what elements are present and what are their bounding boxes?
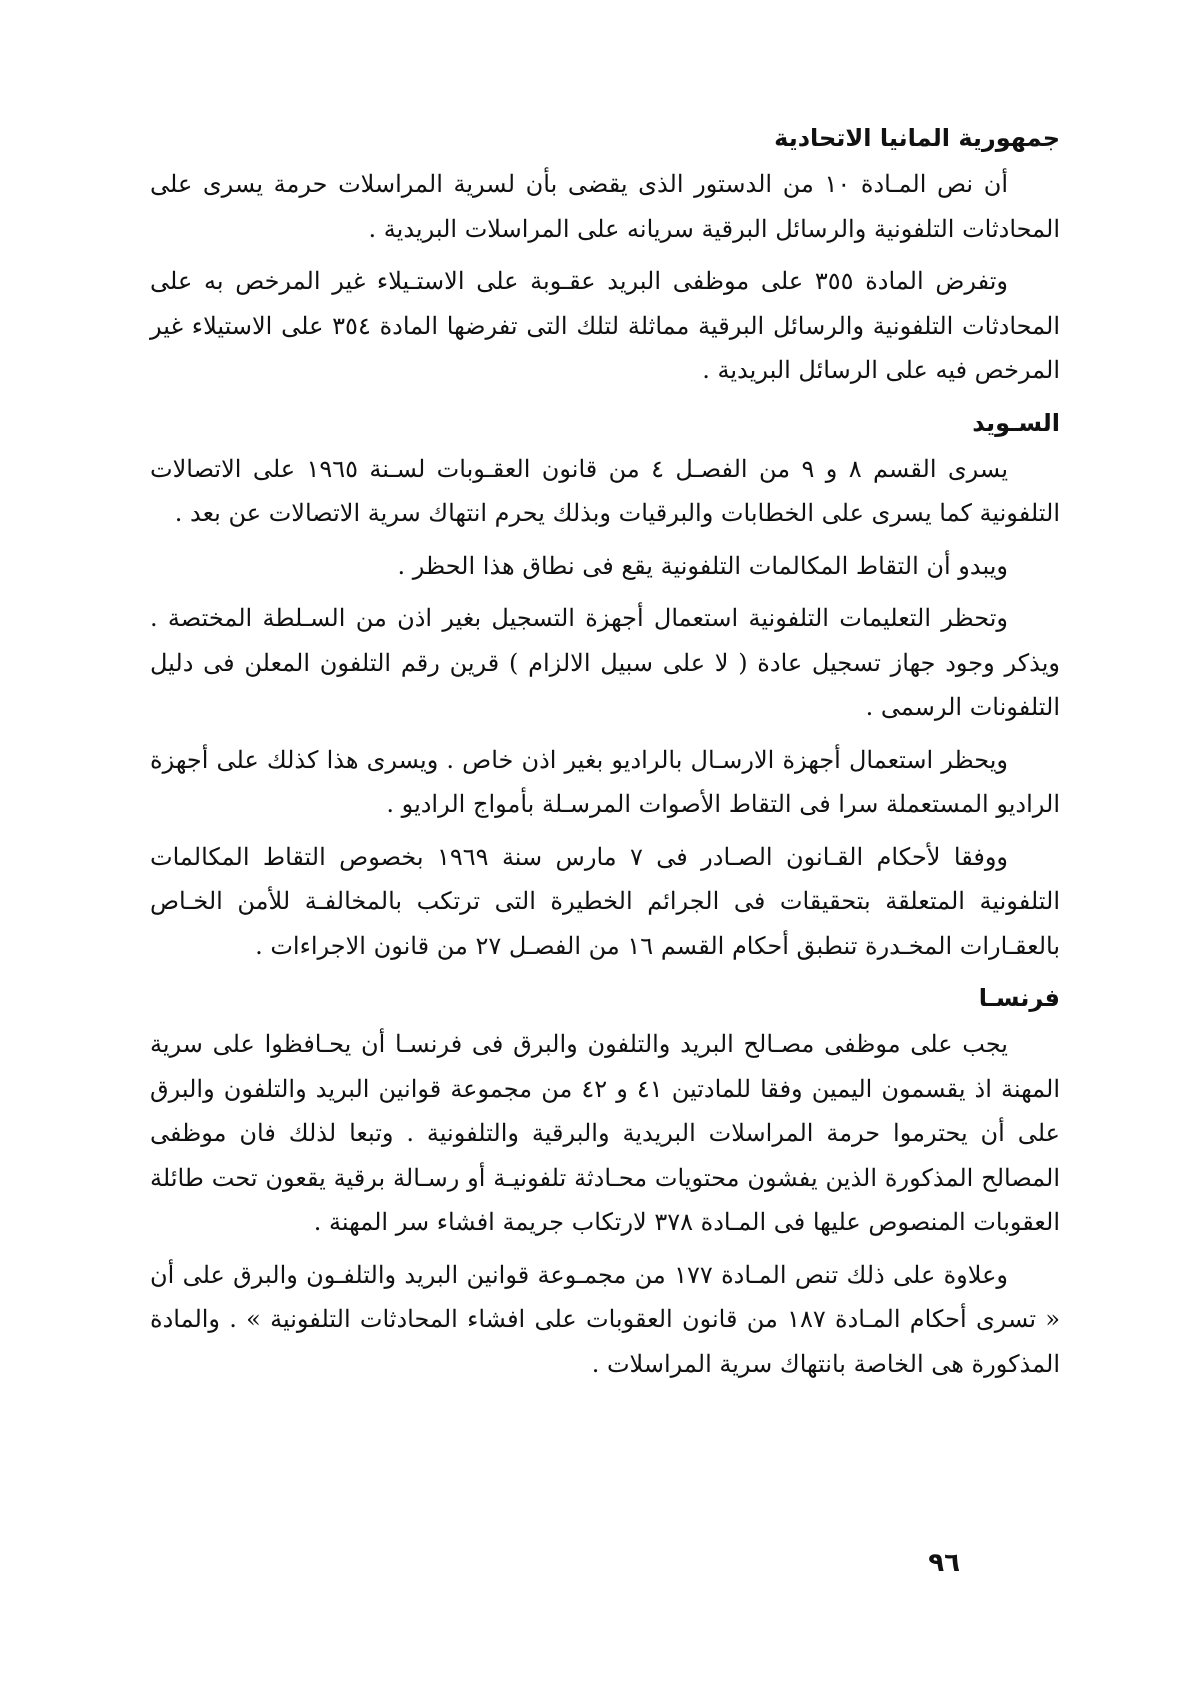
paragraph-sweden-4: ويحظر استعمال أجهزة الارسـال بالراديو بغير اذن خاص . ويسرى هذا كذلك على أجهزة الراديو المستعملة سرا فى التقاط الأصوات المرسـلة بأمواج الراديو . xyxy=(150,745,1060,818)
paragraph-sweden-3: وتحظر التعليمات التلفونية استعمال أجهزة التسجيل بغير اذن من السـلطة المختصة . ويذكر وجود جهاز تسجيل عادة ( لا على سبيل الالزام ) قرين رقم التلفون المعلن فى دليل التلفونات الرسمى . xyxy=(150,604,1060,721)
paragraph-sweden-2: ويبدو أن التقاط المكالمات التلفونية يقع فى نطاق هذا الحظر . xyxy=(397,551,1008,580)
section-heading-sweden: السـويد xyxy=(972,408,1060,437)
paragraph-germany-2: وتفرض المادة ٣٥٥ على موظفى البريد عقـوبة على الاستـيلاء غير المرخص به على المحادثات التلفونية والرسائل البرقية مماثلة لتلك التى تفرضها المادة ٣٥٤ على الاستيلاء غير المرخص فيه على الرسائل البريدية . xyxy=(150,267,1060,384)
paragraph-sweden-5: ووفقا لأحكام القـانون الصـادر فى ٧ مارس سنة ١٩٦٩ بخصوص التقاط المكالمات التلفونية المتعلقة بتحقيقات فى الجرائم الخطيرة التى ترتكب بالمخالفـة للأمن الخـاص بالعقـارات المخـدرة تنطبق أحكام القسم ١٦ من الفصـل ٢٧ من قانون الاجراءات . xyxy=(150,842,1060,960)
paragraph-sweden-1: يسرى القسم ٨ و ٩ من الفصـل ٤ من قانون العقـوبات لسـنة ١٩٦٥ على الاتصالات التلفونية كما يسرى على الخطابات والبرقيات وبذلك يحرم انتهاك سرية الاتصالات عن بعد . xyxy=(150,454,1060,527)
paragraph-france-2: وعلاوة على ذلك تنص المـادة ١٧٧ من مجمـوعة قوانين البريد والتلفـون والبرق على أن « تسرى أحكام المـادة ١٨٧ من قانون العقوبات على افشاء المحادثات التلفونية » . والمادة المذكورة هى الخاصة بانتهاك سرية المراسلات . xyxy=(150,1260,1060,1378)
paragraph-france-1: يجب على موظفى مصـالح البريد والتلفون والبرق فى فرنسـا أن يحـافظوا على سرية المهنة اذ يقسمون اليمين وفقا للمادتين ٤١ و ٤٢ من مجموعة قوانين البريد والتلفون والبرق على أن يحترموا حرمة المراسلات البريدية والبرقية والتلفونية . وتبعا لذلك فان موظفى المصالح المذكورة الذين يفشون محتويات محـادثة تلفونيـة أو رسـالة برقية يقعون تحت طائلة العقوبات المنصوص عليها فى المـادة ٣٧٨ لارتكاب جريمة افشاء سر المهنة . xyxy=(150,1030,1061,1236)
section-heading-france: فرنسـا xyxy=(978,984,1060,1012)
page-number: ٩٦ xyxy=(928,1548,960,1578)
paragraph-germany-1: أن نص المـادة ١٠ من الدستور الذى يقضى بأن لسرية المراسلات حرمة يسرى على المحادثات التلفونية والرسائل البرقية سريانه على المراسلات البريدية . xyxy=(150,170,1060,243)
document-body xyxy=(150,118,1060,1394)
section-heading-germany: جمهورية المانيا الاتحادية xyxy=(774,124,1060,152)
